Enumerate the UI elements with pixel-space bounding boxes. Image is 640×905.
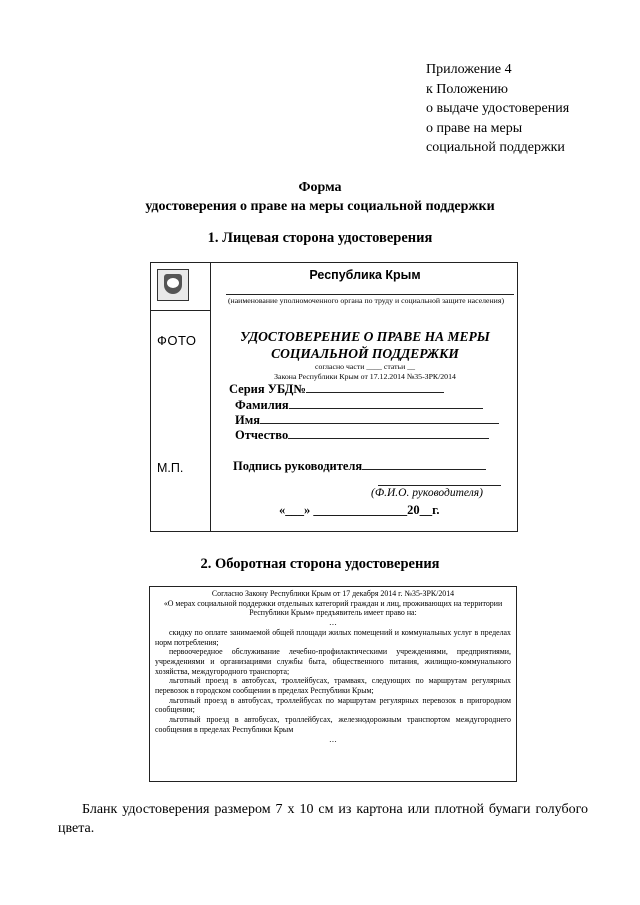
law-reference-line1: согласно части ____ статьи __ (314, 362, 415, 371)
benefit-item: скидку по оплате занимаемой общей площади жилых помещений и коммунальных услуг в пределах норм потребления; (155, 627, 511, 647)
authority-caption: (наименование уполномоченного органа по труду и социальной защите населения) (227, 296, 505, 305)
front-side-card (150, 262, 518, 532)
republic-title: Республика Крым (309, 268, 421, 282)
benefit-item: льготный проезд в автобусах, троллейбусах, трамваях, следующих по маршрутам регулярных перевозок в городском сообщении в пределах Республики Крым; (155, 676, 511, 696)
form-title-line2: удостоверения о праве на меры социальной поддержки (145, 199, 495, 214)
issue-date (279, 503, 440, 518)
date-month-blank[interactable]: _______________ (313, 503, 408, 517)
left-column (151, 263, 211, 531)
section1-heading: 1. Лицевая сторона удостоверения (207, 230, 433, 246)
appendix-line: о праве на меры (426, 120, 523, 136)
appendix-line: Приложение 4 (426, 62, 512, 77)
patronymic-input-line[interactable] (288, 427, 489, 439)
name-field (235, 412, 499, 428)
back-ellipsis: … (329, 734, 337, 744)
fio-caption: (Ф.И.О. руководителя) (371, 487, 483, 499)
benefit-item: первоочередное обслуживание лечебно-профилактическими учреждениями, предприятиями, учреждениями и организациями службы быта, общественного питания, жилищно-коммунального хозяйства, междугородного транспорта; (155, 647, 511, 676)
crimea-emblem-icon (157, 269, 189, 301)
appendix-line: социальной поддержки (426, 140, 565, 155)
certificate-title-line2: СОЦИАЛЬНОЙ ПОДДЕРЖКИ (271, 345, 459, 361)
patronymic-label: Отчество (235, 428, 289, 442)
patronymic-field (235, 427, 489, 443)
date-quote-open: « (279, 503, 286, 517)
signature-label: Подпись руководителя (233, 459, 363, 473)
back-intro-line2: «О мерах социальной поддержки отдельных категорий граждан и лиц, проживающих на территории Республики Крым» предъявитель имеет право на: (163, 598, 503, 618)
fio-line (378, 485, 501, 486)
authority-line (226, 294, 514, 295)
back-side-card (149, 586, 517, 782)
form-title-line1: Форма (298, 180, 342, 195)
signature-input-line[interactable] (362, 458, 486, 470)
benefit-item: льготный проезд в автобусах, троллейбусах по маршрутам регулярных перевозок в пригородном сообщении; (155, 695, 511, 715)
form-title (0, 178, 640, 216)
certificate-title-line1: УДОСТОВЕРЕНИЕ О ПРАВЕ НА МЕРЫ (240, 329, 490, 344)
signature-field (233, 458, 486, 474)
date-quote-close: » (304, 503, 311, 517)
series-label: Серия УБД№ (229, 382, 306, 396)
appendix-line: к Положению (426, 81, 509, 97)
appendix-line: о выдаче удостоверения (426, 101, 570, 116)
name-label: Имя (235, 413, 260, 427)
series-input-line[interactable] (306, 381, 444, 393)
appendix-note (426, 60, 569, 158)
law-reference (211, 362, 519, 381)
surname-label: Фамилия (235, 398, 289, 412)
name-input-line[interactable] (260, 412, 499, 424)
emblem-divider (151, 310, 210, 311)
surname-input-line[interactable] (289, 397, 483, 409)
surname-field (235, 397, 483, 413)
back-ellipsis: … (329, 618, 337, 628)
section2-heading: 2. Оборотная сторона удостоверения (200, 556, 440, 572)
certificate-title (211, 329, 519, 362)
date-year: 20__г. (407, 503, 440, 517)
photo-label: ФОТО (157, 333, 197, 348)
law-reference-line2: Закона Республики Крым от 17.12.2014 №35-ЗРК/2014 (274, 371, 456, 381)
stamp-place-label: М.П. (157, 461, 184, 475)
back-intro-line1: Согласно Закону Республики Крым от 17 декабря 2014 г. №35-ЗРК/2014 (211, 589, 455, 598)
date-day-blank[interactable]: ___ (285, 503, 304, 517)
benefit-item: льготный проезд в автобусах, троллейбусах, железнодорожным транспортом междугороднего сообщения в пределах Республики Крым (155, 715, 511, 734)
series-field (229, 381, 444, 397)
blank-description: Бланк удостоверения размером 7 х 10 см из картона или плотной бумаги голубого цвета. (58, 802, 588, 836)
